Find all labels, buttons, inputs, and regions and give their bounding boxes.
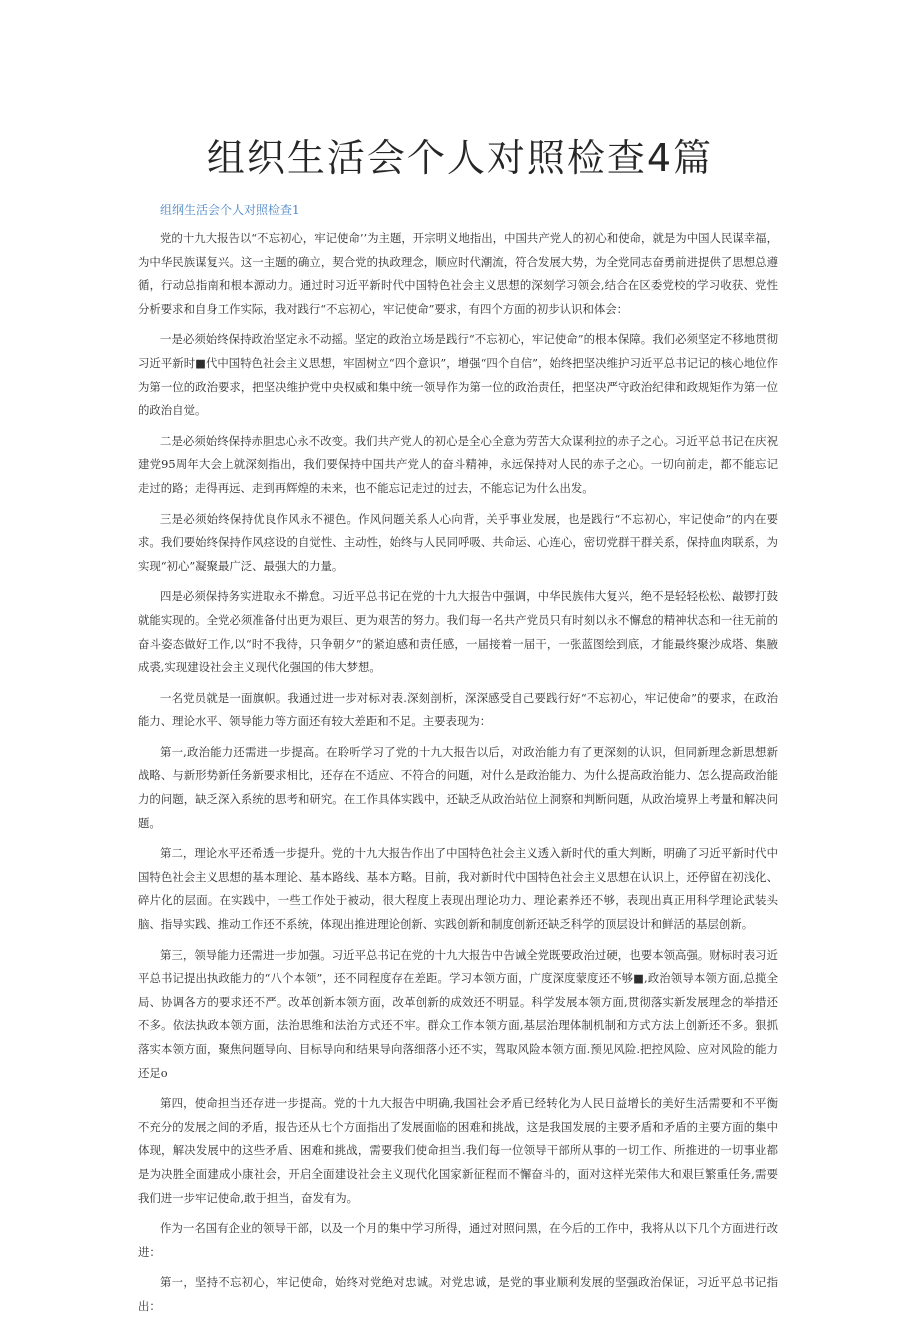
paragraph: 党的十九大报告以“不忘初心，牢记使命’’为主题，开宗明义地指出，中国共产党人的初心和使命，就是为中国人民谋幸福，为中华民族谋复兴。这一主题的确立，契合党的执政理念，顺应时代潮流，符合发展大势，为全党同志奋勇前进提供了思想总遵循，行动总指南和根本源动力。通过时习近平新时代中国特色社会主义思想的深刻学习领会,结合在区委党校的学习收获、党性分析要求和自身工作实际，我对践行“不忘初心，牢记使命”要求，有四个方面的初步认识和体会：	[138, 231, 778, 316]
paragraph: 第四，使命担当还存进一步提高。党的十九大报告中明确,我国社会矛盾已经转化为人民日益增长的美好生活需要和不平衡不充分的发展之间的矛盾，报告还从七个方面指出了发展面临的困难和挑战，这是我国发展的主要矛盾和矛盾的主要方面的集中体现，解决发展中的这些矛盾、困难和挑战，需要我们使命担当.我们每一位领导干部所从事的一切工作、所推进的一切事业都是为决胜全面建成小康社会，开启全面建设社会主义现代化国家新征程而不懈奋斗的，面对这样光荣伟大和艰巨繁重任务,需要我们进一步牢记使命,敢于担当，奋发有为。	[138, 1096, 778, 1205]
paragraph: 第一，坚持不忘初心，牢记使命，始终对党绝对忠诚。对党忠诚，是党的事业顺利发展的坚强政治保证，习近平总书记指出：	[138, 1275, 778, 1313]
document-title: 组织生活会个人对照检查4篇	[206, 136, 714, 180]
paragraph: 第一,政治能力还需进一步提高。在聆听学习了党的十九大报告以后，对政治能力有了更深刻的认识，但同新理念新思想新战略、与新形势新任务新要求相比，还存在不适应、不符合的问题，对什么是政治能力、为什么提高政治能力、怎么提高政治能力的问题，缺乏深入系统的思考和研究。在工作具体实践中，还缺乏从政治站位上洞察和判断问题，从政治境界上考量和解决问题。	[138, 744, 778, 830]
paragraph: 一名党员就是一面旗帜。我通过进一步对标对表.深刻剖析，深深感受自己要践行好“不忘初心，牢记使命”的要求，在政治能力、理论水平、领导能力等方面还有较大差距和不足。主要表现为：	[138, 690, 778, 729]
paragraph: 第二，理论水平还希透一步提升。党的十九大报告作出了中国特色社会主义透入新时代的重大判断，明确了习近平新时代中国特色社会主义思想的基本理论、基本路线、基本方略。目前，我对新时代中国特色社会主义思想在认识上，还停留在初浅化、碎片化的层面。在实践中，一些工作处于被动，很大程度上表现出理论功力、理论素养还不够，表现出真正用科学理论武装头脑、指导实践、推动工作还不系统，体现出推进理论创新、实践创新和制度创新还缺乏科学的顶层设计和鲜活的基层创新。	[138, 846, 778, 932]
paragraph: 三是必须始终保持优良作风永不褪色。作风问题关系人心向背，关乎事业发展，也是践行“不忘初心，牢记使命”的内在要求。我们要始终保持作风痉设的自觉性、主动性，始终与人民同呼吸、共命运、心连心，密切党群干群关系，保持血肉联系，为实现“初心”凝聚最广泛、最强大的力量。	[138, 511, 778, 573]
paragraph: 二是必须始终保持赤胆忠心永不改变。我们共产党人的初心是全心全意为劳苦大众谋利拉的赤子之心。习近平总书记在庆祝建党95周年大会上就深刻指出，我们要保持中国共产党人的奋斗精神，永远保持对人民的赤子之心。一切向前走，都不能忘记走过的路；走得再远、走到再辉煌的未来，也不能忘记走过的过去，不能忘记为什么出发。	[138, 433, 778, 495]
document-body	[138, 227, 778, 1326]
section-heading-link[interactable]: 组纲生活会个人对照检查1	[160, 203, 300, 217]
paragraph: 作为一名国有企业的领导干部，以及一个月的集中学习所得，通过对照问黑，在今后的工作中，我将从以下几个方面进行改进：	[138, 1221, 778, 1259]
paragraph: 第三，领导能力还需进一步加强。习近平总书记在党的十九大报告中告诫全党既要政治过硬，也要本领高强。财标时表习近平总书记提出执政能力的“八个本领”，还不同程度存在差距。学习本领方面，广度深度蒙度还不够■,政治领导本领方面,总揽全局、协调各方的要求还不严。改革创新本领方面，改革创新的成效还不明显。科学发展本领方面,贯彻落实新发展理念的举措还不多。依法执政本领方面，法治思维和法治方式还不牢。群众工作本领方面,基层治理体制机制和方式方法上创新还不多。狠抓落实本领方面，聚焦问题导向、目标导向和结果导向落细落小还不实，驾取风险本领方面.预见风险.把控风险、应对风险的能力还足o	[138, 947, 778, 1080]
paragraph: 一是必须始终保持政治坚定永不动摇。坚定的政治立场是践行“不忘初心，牢记使命”的根本保障。我们必须坚定不移地贯彻习近平新时■代中国特色社会主义思想，牢固树立“四个意识”，增强“四个自信”，始终把坚决维护习近平总书记记的核心地位作为第一位的政治要求，把坚决维护党中央权威和集中统一领导作为第一位的政治责任，把坚决严守政治纪律和政规矩作为第一位的政治自觉。	[138, 332, 778, 418]
paragraph: 四是必须保持务实进取永不擀怠。习近平总书记在党的十九大报告中强调，中华民族伟大复兴，绝不是轻轻松松、敲锣打鼓就能实现的。全党必须准备付出更为艰巨、更为艰苦的努力。我们每一名共产党员只有时刻以永不懈怠的精神状态和一往无前的奋斗姿态做好工作,以“时不我待，只争朝夕”的紧迫感和责任感，一届接着一届干，一张蓝图绘到底，才能最终聚沙成塔、集腋成裘,实现建设社会主义现代化强国的伟大梦想。	[138, 589, 778, 675]
